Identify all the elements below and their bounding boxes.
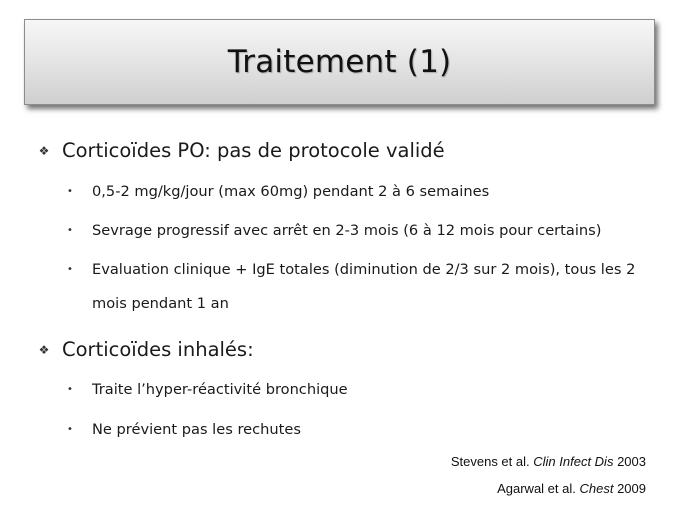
- diamond-bullet-icon: ❖: [38, 143, 50, 158]
- reference-year: 2003: [617, 454, 646, 469]
- dot-bullet-icon: •: [67, 424, 73, 435]
- reference-authors: Stevens et al.: [450, 454, 530, 469]
- title-box: [24, 19, 655, 105]
- reference-agarwal: [497, 481, 646, 496]
- slide-title: Traitement (1): [227, 44, 452, 80]
- reference-authors: Agarwal et al.: [497, 481, 576, 496]
- list-item-text: Sevrage progressif avec arrêt en 2-3 mois (6 à 12 mois pour certains): [92, 222, 602, 239]
- dot-bullet-icon: •: [67, 225, 73, 236]
- list-item: [66, 373, 652, 407]
- diamond-bullet-icon: ❖: [38, 342, 50, 357]
- section-heading-text: Corticoïdes inhalés:: [62, 338, 254, 361]
- reference-year: 2009: [617, 481, 646, 496]
- list-item-text: Evaluation clinique + IgE totales (diminution de 2/3 sur 2 mois), tous les 2 mois pendant 1 an: [92, 261, 636, 312]
- list-item: [66, 175, 652, 209]
- list-item-text: Ne prévient pas les rechutes: [92, 421, 301, 438]
- dot-bullet-icon: •: [67, 384, 73, 395]
- dot-bullet-icon: •: [67, 264, 73, 275]
- list-item: [66, 413, 652, 447]
- reference-stevens: [451, 454, 646, 469]
- list-item-text: Traite l’hyper-réactivité bronchique: [92, 381, 348, 398]
- list-item: [66, 253, 652, 321]
- section-heading-oral: [36, 139, 445, 162]
- section-heading-text: Corticoïdes PO: pas de protocole validé: [62, 139, 445, 162]
- list-item-text: 0,5-2 mg/kg/jour (max 60mg) pendant 2 à 6 semaines: [92, 183, 490, 200]
- list-item: [66, 214, 652, 248]
- reference-journal: Chest: [579, 481, 614, 496]
- section-heading-inhaled: [36, 338, 254, 361]
- reference-journal: Clin Infect Dis: [533, 454, 614, 469]
- dot-bullet-icon: •: [67, 186, 73, 197]
